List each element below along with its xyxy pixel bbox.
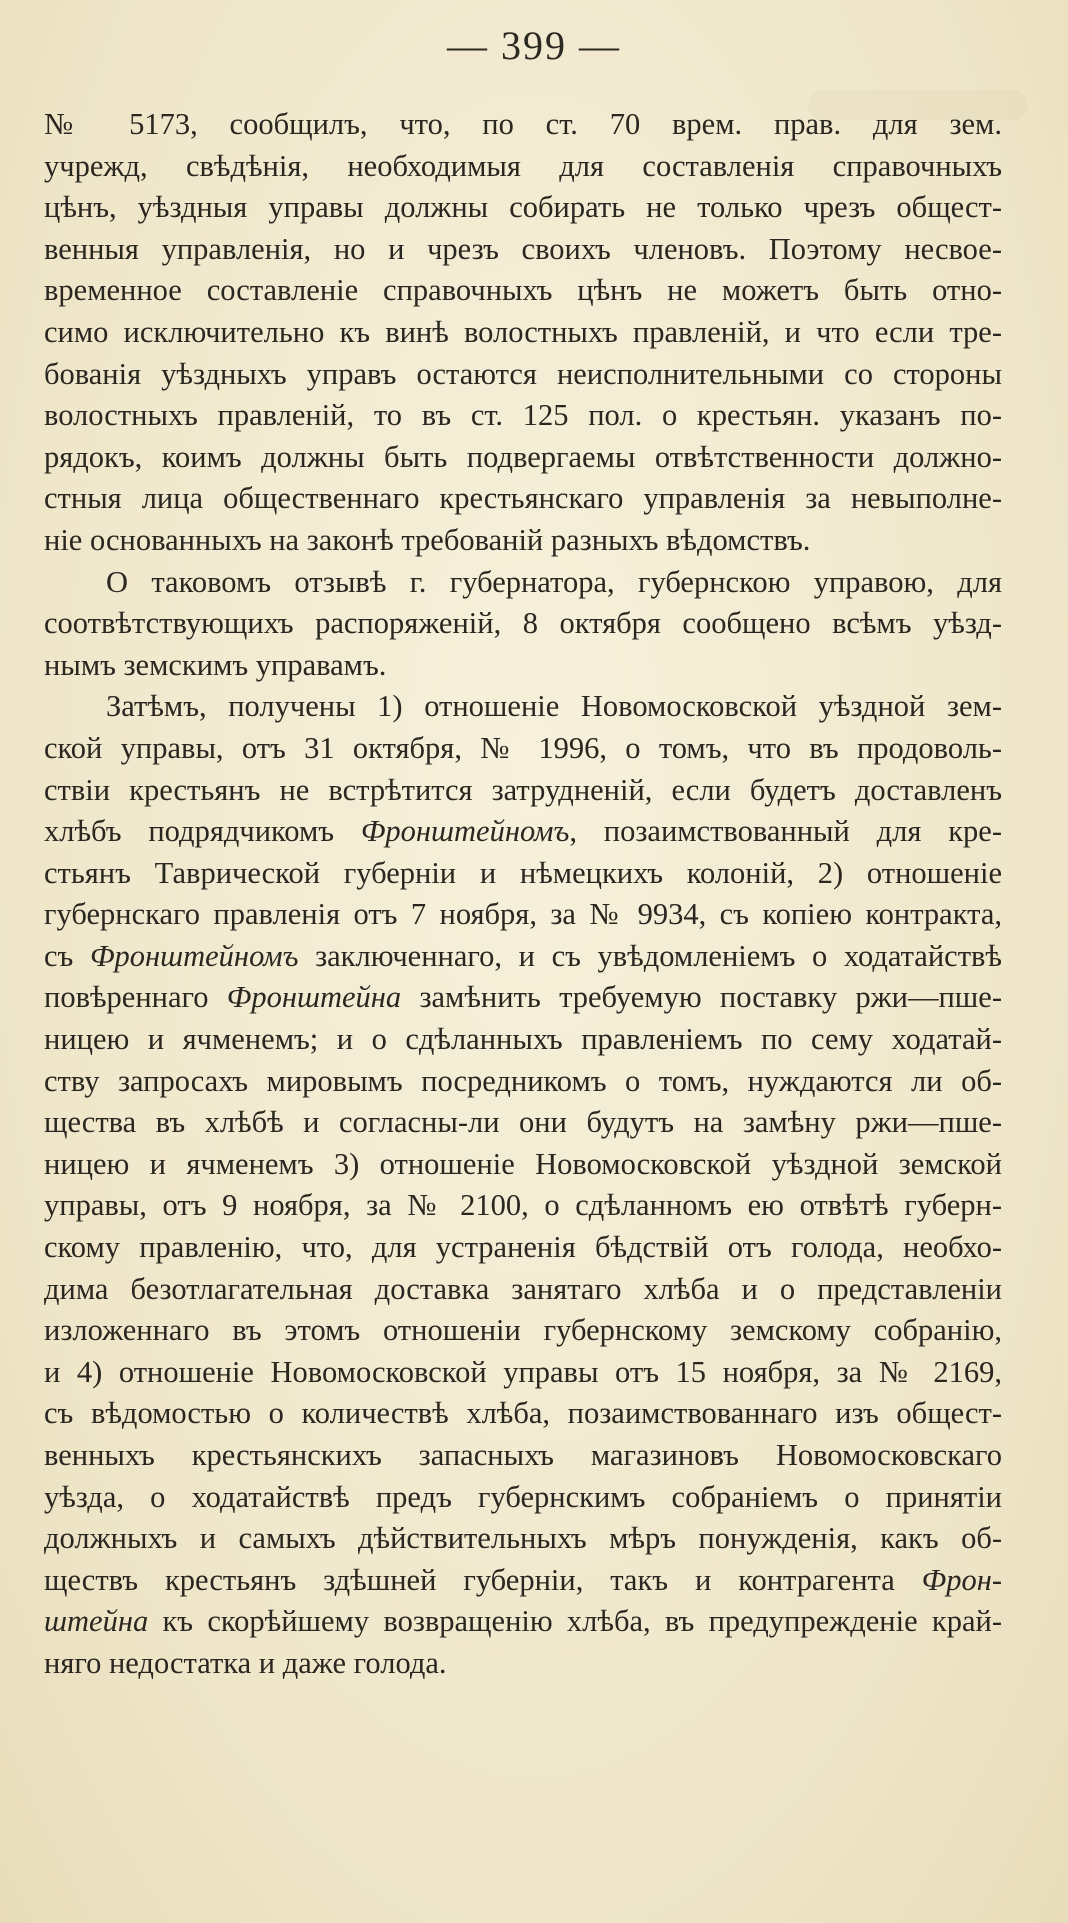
text-line [44,1477,1002,1519]
text-segment: учрежд, свѣдѣнія, необходимыя для составленія справочныхъ [44,148,1002,183]
page-number: — 399 — [447,23,621,68]
text-segment: ствіи крестьянъ не встрѣтится затрудненій, если будетъ доставленъ [44,772,1002,807]
text-segment: ству запросахъ мировымъ посредникомъ о томъ, нуждаются ли об- [44,1063,1002,1098]
text-line [44,1061,1002,1103]
text-segment: стьянъ Таврической губерніи и нѣмецкихъ колоній, 2) отношеніе [44,855,1002,890]
text-line [44,229,1002,271]
text-line [44,1185,1002,1227]
text-line [44,770,1002,812]
text-segment: нымъ земскимъ управамъ. [44,647,387,682]
text-line [44,520,1002,562]
text-line [44,811,1002,853]
text-line [44,645,1002,687]
text-segment: изложеннаго въ этомъ отношеніи губернскому земскому собранію, [44,1313,1002,1348]
text-segment: ницею и ячменемъ 3) отношеніе Новомосковской уѣздной земской [44,1146,1002,1181]
text-segment: волостныхъ правленій, то въ ст. 125 пол. о крестьян. указанъ по- [44,398,1002,433]
text-segment: № 5173, сообщилъ, что, по ст. 70 врем. прав. для зем. [44,107,1002,141]
text-segment: венныя управленія, но и чрезъ своихъ членовъ. Поэтому несвое- [44,231,1002,266]
text-segment: О таковомъ отзывѣ г. губернатора, губернскою управою, для [106,564,1002,599]
italic-name: Фрон- [921,1562,1002,1597]
text-segment: щества въ хлѣбѣ и согласны-ли они будутъ на замѣну ржи—пше- [44,1105,1002,1140]
text-segment: ницею и ячменемъ; и о сдѣланныхъ правленіемъ по сему ходатай- [44,1022,1002,1057]
text-segment: венныхъ крестьянскихъ запасныхъ магазиновъ Новомосковскаго [44,1438,1002,1472]
text-line [44,270,1002,312]
text-line [44,977,1002,1019]
text-line [44,478,1002,520]
text-line [44,437,1002,479]
text-segment: ской управы, отъ 31 октября, № 1996, о томъ, что въ продоволь- [44,730,1002,765]
text-line [44,1144,1002,1186]
italic-name: Фронштейномъ [360,814,570,849]
text-line [44,1560,1002,1602]
text-line [44,146,1002,188]
text-segment: и 4) отношеніе Новомосковской управы отъ 15 ноября, за № 2169, [44,1354,1002,1389]
text-line [44,354,1002,396]
text-segment: временное составленіе справочныхъ цѣнъ не можетъ быть отно- [44,273,1002,308]
text-segment: къ скорѣйшему возвращенію хлѣба, въ предупрежденіе край- [148,1604,1002,1639]
text-line [44,1601,1002,1643]
body-text [44,104,1002,1685]
text-segment: замѣнить требуемую поставку ржи—пше- [401,980,1002,1015]
text-line [44,686,1002,728]
text-segment: дима безотлагательная доставка занятаго хлѣба и о представленіи [44,1271,1002,1306]
text-line [44,1310,1002,1352]
text-segment: цѣнъ, уѣздныя управы должны собирать не только чрезъ общест- [44,190,1002,225]
italic-name: Фронштейномъ [89,938,299,973]
text-line [44,1352,1002,1394]
text-line [44,1019,1002,1061]
text-segment: съ вѣдомостью о количествѣ хлѣба, позаимствованнаго изъ общест- [44,1396,1002,1431]
text-segment: ществъ крестьянъ здѣшней губерніи, такъ и контрагента [44,1562,922,1597]
text-line [44,936,1002,978]
text-segment: симо исключительно къ винѣ волостныхъ правленій, и что если тре- [44,314,1002,349]
text-line [44,603,1002,645]
text-segment: скому правленію, что, для устраненія бѣдствій отъ голода, необхо- [44,1230,1002,1265]
text-segment: стныя лица общественнаго крестьянскаго управленія за невыполне- [44,481,1002,516]
text-segment: соотвѣтствующихъ распоряженій, 8 октября сообщено всѣмъ уѣзд- [44,606,1002,641]
text-segment: уѣзда, о ходатайствѣ предъ губернскимъ собраніемъ о принятіи [44,1479,1002,1514]
text-segment: управы, отъ 9 ноября, за № 2100, о сдѣланномъ ею отвѣтѣ губерн- [44,1188,1002,1223]
text-segment: , позаимствованный для кре- [569,814,1002,849]
text-line [44,728,1002,770]
text-line [44,562,1002,604]
text-segment: рядокъ, коимъ должны быть подвергаемы отвѣтственности должно- [44,439,1002,474]
text-line [44,187,1002,229]
text-segment: губернскаго правленія отъ 7 ноября, за № 9934, съ копіею контракта, [44,897,1002,932]
text-line [44,1518,1002,1560]
text-segment: хлѣбъ подрядчикомъ [44,814,361,849]
text-line [44,1227,1002,1269]
italic-name: Фронштейна [226,980,402,1015]
text-segment: съ [44,938,90,973]
text-line [44,1643,1002,1685]
text-segment: бованія уѣздныхъ управъ остаются неисполнительными со стороны [44,356,1002,391]
text-line [44,894,1002,936]
text-segment: ніе основанныхъ на законѣ требованій разныхъ вѣдомствъ. [44,522,811,557]
text-segment: повѣреннаго [44,980,227,1015]
text-segment: няго недостатка и даже голода. [44,1645,447,1680]
text-segment: должныхъ и самыхъ дѣйствительныхъ мѣръ понужденія, какъ об- [44,1521,1002,1556]
text-line [44,104,1002,146]
text-line [44,1435,1002,1477]
text-line [44,853,1002,895]
text-line [44,1269,1002,1311]
text-line [44,312,1002,354]
text-segment: заключеннаго, и съ увѣдомленіемъ о ходатайствѣ [298,938,1002,973]
italic-name: штейна [44,1604,149,1639]
text-line [44,1393,1002,1435]
text-line [44,395,1002,437]
text-line [44,1102,1002,1144]
text-segment: Затѣмъ, получены 1) отношеніе Новомосковской уѣздной зем- [106,689,1002,724]
